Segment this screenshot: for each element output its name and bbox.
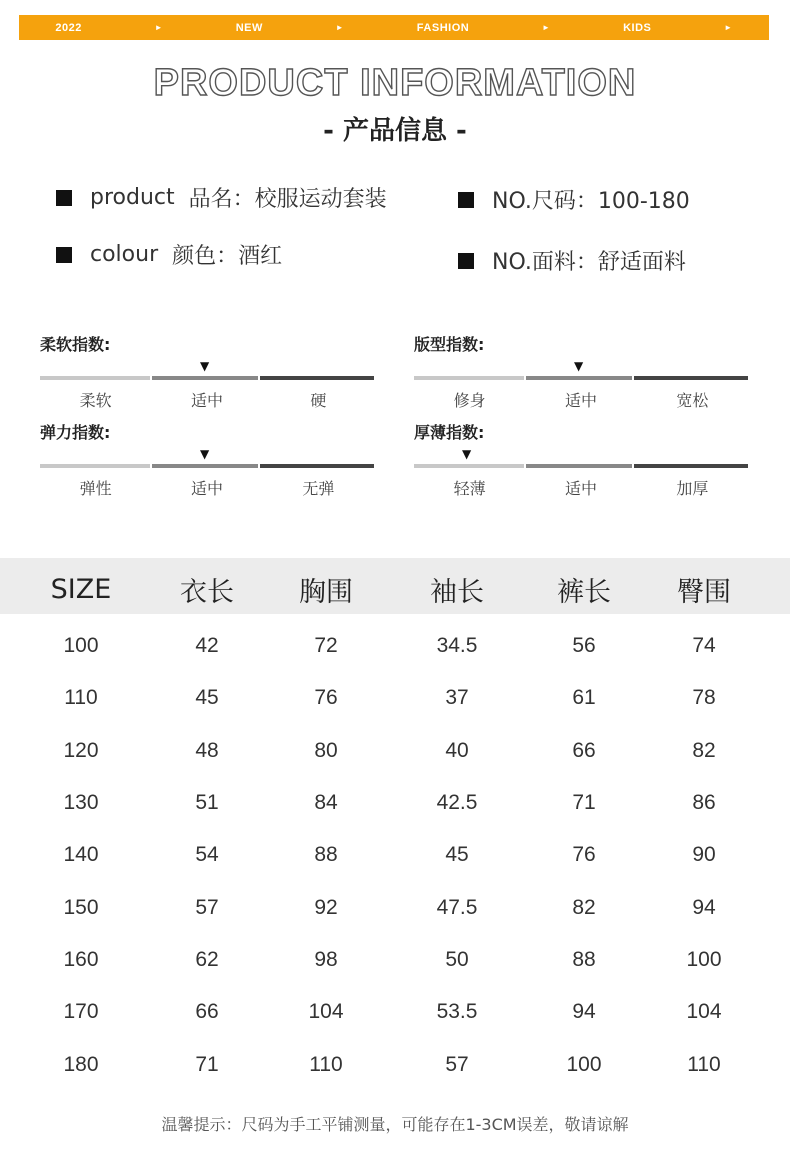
table-cell: 170 xyxy=(63,1000,99,1024)
index-level-label: 适中 xyxy=(564,479,597,498)
table-cell: 98 xyxy=(314,947,338,971)
table-cell: 92 xyxy=(314,895,338,919)
table-cell: 120 xyxy=(63,738,99,762)
fit-index xyxy=(414,332,748,410)
banner-item-fashion: FASHION xyxy=(416,21,470,34)
table-cell: 100 xyxy=(63,634,99,658)
bullet-square-icon xyxy=(56,247,72,263)
arrow-right-icon: ► xyxy=(541,23,551,32)
table-cell: 94 xyxy=(692,895,716,919)
table-row xyxy=(0,934,790,986)
table-cell: 66 xyxy=(572,738,596,762)
table-cell: 74 xyxy=(692,634,716,658)
table-cell: 45 xyxy=(445,843,469,867)
column-header: 衣长 xyxy=(180,576,234,608)
info-fabric-name: NO.面料：舒适面料 xyxy=(492,250,686,275)
table-row xyxy=(0,777,790,829)
table-cell: 57 xyxy=(195,895,219,919)
size-table-body xyxy=(0,620,790,1091)
table-cell: 76 xyxy=(572,843,596,867)
table-cell: 140 xyxy=(63,843,99,867)
index-level-label: 适中 xyxy=(564,391,597,410)
page-subtitle: - 产品信息 - xyxy=(323,116,467,146)
bullet-square-icon xyxy=(56,190,72,206)
index-scale-bar xyxy=(414,464,748,468)
pointer-down-icon: ▼ xyxy=(462,447,472,461)
index-scale-bar xyxy=(414,376,748,380)
index-title: 版型指数: xyxy=(414,335,485,354)
table-cell: 42.5 xyxy=(436,791,478,815)
table-cell: 61 xyxy=(572,686,596,710)
table-cell: 110 xyxy=(309,1052,343,1076)
index-title: 厚薄指数: xyxy=(414,423,485,442)
table-cell: 86 xyxy=(692,791,716,815)
table-cell: 40 xyxy=(445,738,469,762)
table-cell: 84 xyxy=(314,791,338,815)
footer-note: 温馨提示：尺码为手工平铺测量，可能存在1-3CM误差，敬请谅解 xyxy=(161,1115,629,1134)
table-cell: 56 xyxy=(572,634,596,658)
table-cell: 45 xyxy=(195,686,219,710)
table-cell: 54 xyxy=(195,843,219,867)
table-cell: 51 xyxy=(195,791,219,815)
column-header: 胸围 xyxy=(299,576,353,608)
info-size-range: NO.尺码：100-180 xyxy=(492,189,690,214)
index-level-label: 适中 xyxy=(190,391,223,410)
table-cell: 180 xyxy=(63,1052,99,1076)
table-cell: 88 xyxy=(572,947,596,971)
pointer-down-icon: ▼ xyxy=(200,447,210,461)
table-cell: 78 xyxy=(692,686,716,710)
index-level-label: 修身 xyxy=(453,391,486,410)
table-cell: 42 xyxy=(195,634,219,658)
table-cell: 150 xyxy=(63,895,99,919)
table-cell: 82 xyxy=(692,738,716,762)
thickness-index xyxy=(414,420,748,498)
table-cell: 72 xyxy=(314,634,338,658)
index-level-label: 弹性 xyxy=(79,479,112,498)
table-cell: 82 xyxy=(572,895,596,919)
size-table-header xyxy=(0,558,790,620)
table-cell: 50 xyxy=(445,947,469,971)
size-table xyxy=(0,558,790,1091)
table-cell: 66 xyxy=(195,1000,219,1024)
table-row xyxy=(0,620,790,672)
table-cell: 80 xyxy=(314,738,338,762)
index-title: 弹力指数: xyxy=(40,423,111,442)
info-product-en: product xyxy=(90,185,175,210)
table-cell: 48 xyxy=(195,738,219,762)
index-level-label: 轻薄 xyxy=(453,479,486,498)
arrow-right-icon: ► xyxy=(154,23,163,32)
table-row xyxy=(0,1038,790,1090)
table-cell: 34.5 xyxy=(436,634,478,658)
bullet-square-icon xyxy=(458,253,474,269)
table-cell: 110 xyxy=(64,686,98,710)
index-level-label: 硬 xyxy=(310,391,327,410)
table-cell: 37 xyxy=(445,686,469,710)
elasticity-index xyxy=(40,420,374,498)
column-header: 袖长 xyxy=(430,576,484,608)
table-cell: 76 xyxy=(314,686,338,710)
info-colour xyxy=(56,239,282,270)
table-cell: 100 xyxy=(686,947,722,971)
table-cell: 57 xyxy=(445,1052,469,1076)
banner-item-new: NEW xyxy=(235,21,263,34)
index-level-label: 宽松 xyxy=(676,391,709,410)
table-cell: 47.5 xyxy=(436,895,478,919)
pointer-down-icon: ▼ xyxy=(200,359,210,373)
index-title: 柔软指数: xyxy=(40,335,111,354)
index-scale-bar xyxy=(40,376,374,380)
table-cell: 130 xyxy=(63,791,99,815)
index-level-label: 适中 xyxy=(190,479,223,498)
info-fabric xyxy=(458,245,686,276)
table-cell: 53.5 xyxy=(436,1000,478,1024)
table-cell: 100 xyxy=(566,1052,602,1076)
table-cell: 88 xyxy=(314,843,338,867)
table-row xyxy=(0,672,790,724)
index-level-label: 无弹 xyxy=(302,479,335,498)
table-row xyxy=(0,986,790,1038)
table-cell: 71 xyxy=(195,1052,219,1076)
table-row xyxy=(0,725,790,777)
info-product xyxy=(56,182,387,213)
index-level-label: 加厚 xyxy=(676,479,709,498)
table-cell: 94 xyxy=(572,1000,596,1024)
table-cell: 104 xyxy=(308,1000,344,1024)
index-level-label: 柔软 xyxy=(79,391,112,410)
arrow-right-icon: ► xyxy=(724,23,733,32)
banner-item-kids: KIDS xyxy=(623,21,652,34)
table-cell: 62 xyxy=(195,947,219,971)
bullet-square-icon xyxy=(458,192,474,208)
table-cell: 160 xyxy=(63,947,99,971)
info-colour-en: colour xyxy=(90,242,159,267)
arrow-right-icon: ► xyxy=(335,23,345,32)
table-cell: 110 xyxy=(687,1052,721,1076)
column-header: 臀围 xyxy=(677,576,731,608)
info-colour-name: 颜色：酒红 xyxy=(172,244,283,269)
table-row xyxy=(0,829,790,881)
table-cell: 90 xyxy=(692,843,716,867)
index-scale-bar xyxy=(40,464,374,468)
page-title: PRODUCT INFORMATION xyxy=(153,62,637,104)
info-size xyxy=(458,184,690,215)
column-header: SIZE xyxy=(50,573,112,605)
column-header: 裤长 xyxy=(557,576,611,608)
info-product-name: 品名：校服运动套装 xyxy=(188,187,387,212)
table-cell: 104 xyxy=(686,1000,722,1024)
pointer-down-icon: ▼ xyxy=(574,359,584,373)
table-row xyxy=(0,881,790,933)
softness-index xyxy=(40,332,374,410)
banner-item-year: 2022 xyxy=(55,21,82,34)
top-banner xyxy=(19,15,769,40)
table-cell: 71 xyxy=(572,791,596,815)
